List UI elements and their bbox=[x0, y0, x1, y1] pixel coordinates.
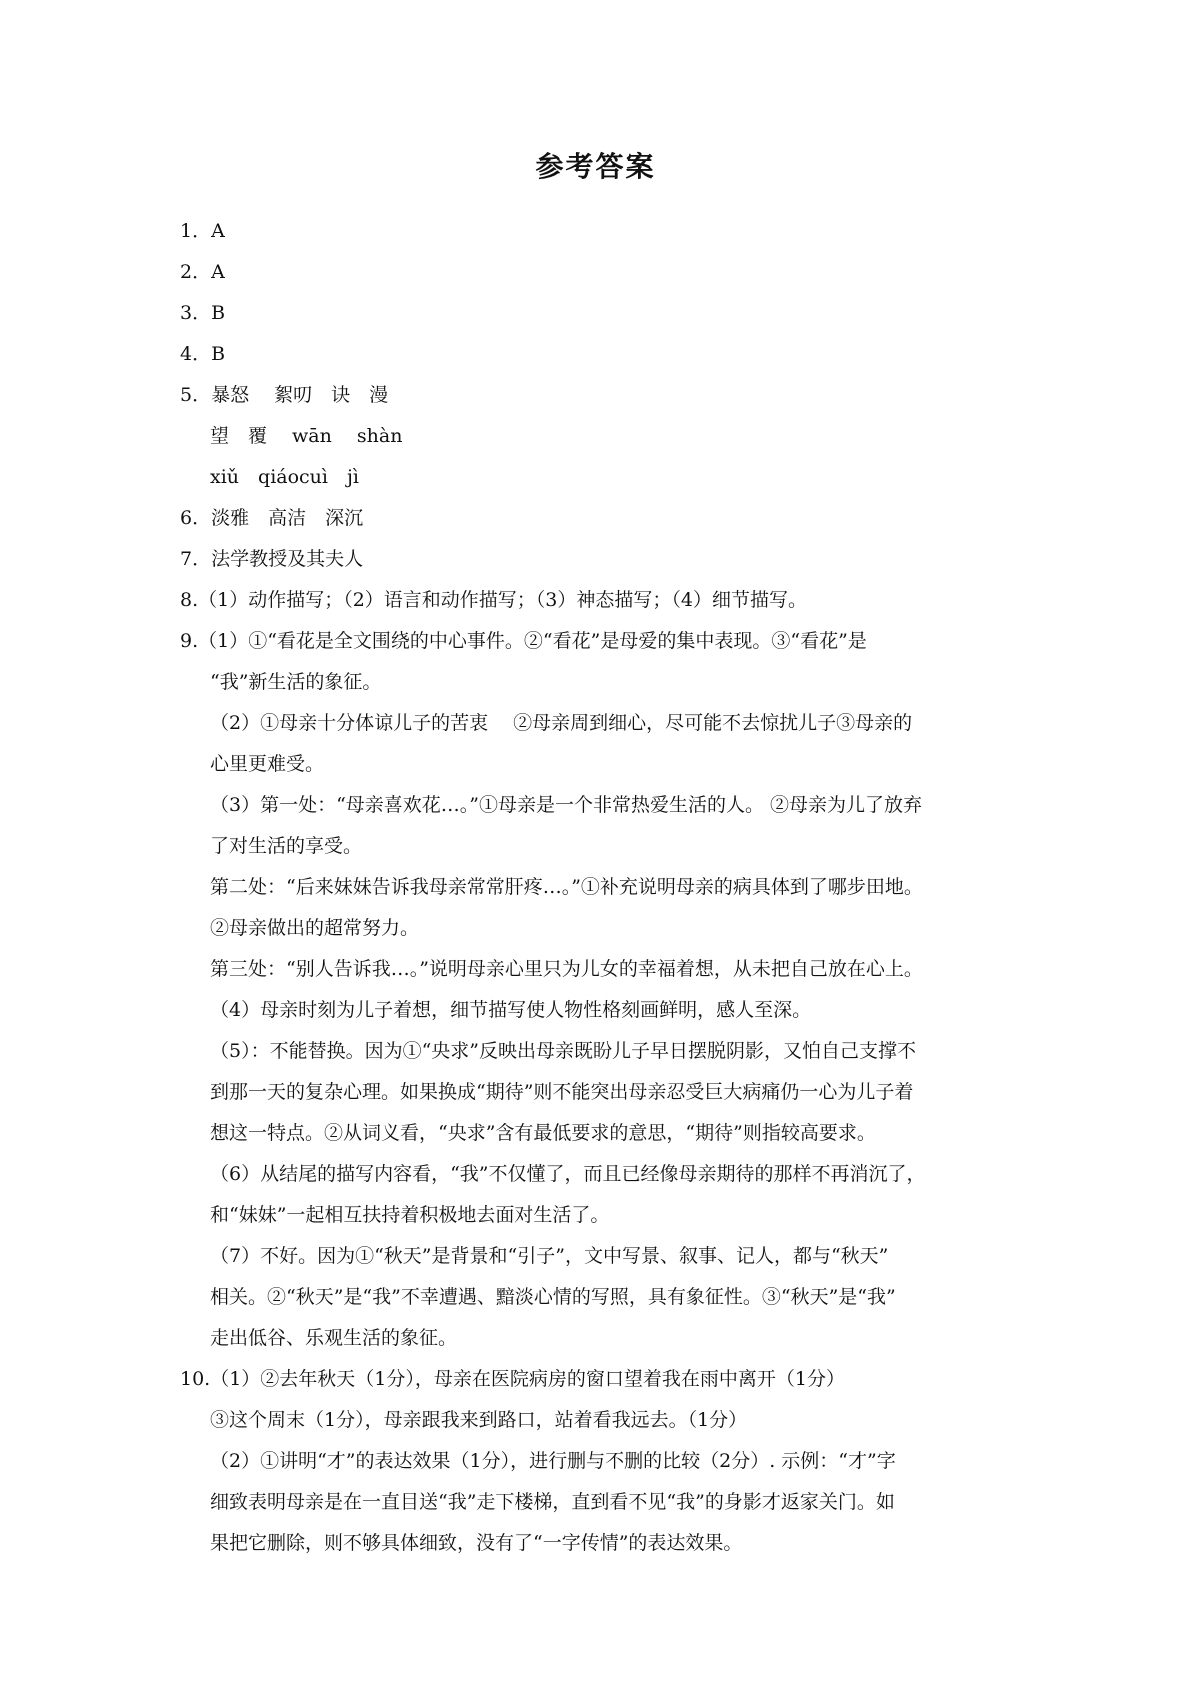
answer-9-line: （2）①母亲十分体谅儿子的苦衷 ②母亲周到细心，尽可能不去惊扰儿子③母亲的 bbox=[210, 712, 913, 734]
answer-9-line: 走出低谷、乐观生活的象征。 bbox=[210, 1327, 458, 1349]
answer-4: 4．B bbox=[180, 343, 226, 365]
answer-9-line: 9.（1）①“看花是全文围绕的中心事件。②“看花”是母爱的集中表现。③“看花”是 bbox=[180, 630, 867, 652]
answer-9-line: （7）不好。因为①“秋天”是背景和“引子”，文中写景、叙事、记人，都与“秋天” bbox=[210, 1245, 889, 1267]
answer-9-line: 心里更难受。 bbox=[210, 753, 325, 775]
answer-9-line: 到那一天的复杂心理。如果换成“期待”则不能突出母亲忍受巨大病痛仍一心为儿子着 bbox=[210, 1081, 914, 1103]
answer-10-line: 10.（1）②去年秋天（1分），母亲在医院病房的窗口望着我在雨中离开（1分） bbox=[180, 1368, 845, 1390]
answer-10-line: ③这个周末（1分），母亲跟我来到路口，站着看我远去。（1分） bbox=[210, 1409, 748, 1431]
answer-2: 2．A bbox=[180, 261, 225, 283]
answer-5-line-3: xiǔ qiáocuì jì bbox=[210, 466, 359, 488]
answer-9-line: 第三处：“别人告诉我…。”说明母亲心里只为儿女的幸福着想，从未把自己放在心上。 bbox=[210, 958, 923, 980]
answer-9-line: 第二处：“后来妹妹告诉我母亲常常肝疼…。”①补充说明母亲的病具体到了哪步田地。 bbox=[210, 876, 923, 898]
answer-3: 3．B bbox=[180, 302, 226, 324]
answer-10-line: 果把它删除，则不够具体细致，没有了“一字传情”的表达效果。 bbox=[210, 1532, 743, 1554]
answer-9-line: （6）从结尾的描写内容看，“我”不仅懂了，而且已经像母亲期待的那样不再消沉了， bbox=[210, 1163, 926, 1185]
answer-9-line: 想这一特点。②从词义看，“央求”含有最低要求的意思，“期待”则指较高要求。 bbox=[210, 1122, 876, 1144]
answer-5-line-2: 望 覆 wān shàn bbox=[210, 425, 403, 447]
answer-9-line: 相关。②“秋天”是“我”不幸遭遇、黯淡心情的写照，具有象征性。③“秋天”是“我” bbox=[210, 1286, 896, 1308]
answer-9-line: （5）：不能替换。因为①“央求”反映出母亲既盼儿子早日摆脱阴影，又怕自己支撑不 bbox=[210, 1040, 917, 1062]
answer-9-line: “我”新生活的象征。 bbox=[210, 671, 382, 693]
answer-10 bbox=[180, 1359, 1011, 1564]
answer-10-line: （2）①讲明“才”的表达效果（1分），进行删与不删的比较（2分）. 示例：“才”字 bbox=[210, 1450, 896, 1472]
answer-9-line: （3）第一处：“母亲喜欢花…。”①母亲是一个非常热爱生活的人。 ②母亲为儿了放弃 bbox=[210, 794, 923, 816]
answer-9-line: 和“妹妹”一起相互扶持着积极地去面对生活了。 bbox=[210, 1204, 610, 1226]
answer-6: 6．淡雅 高洁 深沉 bbox=[180, 507, 364, 529]
answer-8: 8.（1）动作描写；（2）语言和动作描写；（3）神态描写；（4）细节描写。 bbox=[180, 589, 807, 611]
answer-9 bbox=[180, 621, 1011, 1359]
answer-5-line-1: 5．暴怒 絮叨 诀 漫 bbox=[180, 384, 389, 406]
answer-10-line: 细致表明母亲是在一直目送“我”走下楼梯，直到看不见“我”的身影才返家关门。如 bbox=[210, 1491, 895, 1513]
answer-9-line: （4）母亲时刻为儿子着想，细节描写使人物性格刻画鲜明，感人至深。 bbox=[210, 999, 812, 1021]
answer-9-line: 了对生活的享受。 bbox=[210, 835, 363, 857]
answer-7: 7．法学教授及其夫人 bbox=[180, 548, 364, 570]
answer-1: 1．A bbox=[180, 220, 225, 242]
answer-9-line: ②母亲做出的超常努力。 bbox=[210, 917, 420, 939]
page-title: 参考答案 bbox=[535, 150, 656, 183]
